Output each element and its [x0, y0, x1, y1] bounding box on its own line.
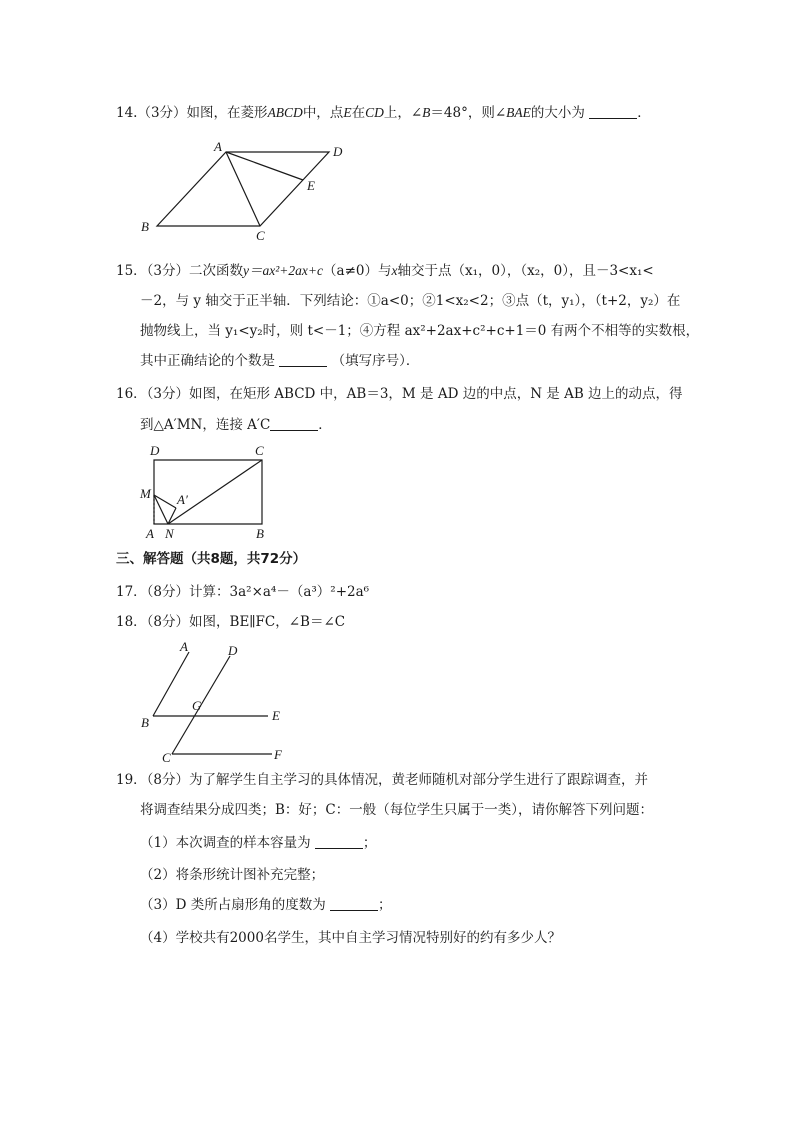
label-b: B — [141, 715, 149, 730]
label-a: A — [214, 139, 222, 154]
label-n: N — [165, 526, 174, 541]
label-a: A — [180, 639, 188, 654]
q19-sub-2: （2）将条形统计图补充完整； — [140, 867, 325, 883]
q19-sub-1: （1）本次调查的样本容量为 ； — [140, 835, 377, 851]
q18-text: 18．（8分）如图，BE∥FC，∠B＝∠C — [116, 614, 346, 630]
label-f: F — [274, 747, 282, 762]
answer-blank-q19-1[interactable] — [315, 834, 363, 849]
section-3-heading: 三、解答题（共8题，共72分） — [116, 551, 307, 567]
label-c: C — [256, 228, 265, 243]
label-e: E — [272, 708, 280, 723]
label-m: M — [140, 486, 151, 501]
label-d: D — [333, 144, 343, 159]
q19-sub-3: （3）D 类所占扇形角的度数为 ； — [140, 897, 392, 913]
label-e: E — [307, 178, 315, 193]
ray-ba — [153, 652, 189, 716]
q19-line-1: 19．（8分）为了解学生自主学习的具体情况，黄老师随机对部分学生进行了跟踪调查，并 — [116, 772, 649, 788]
label-a: A — [146, 526, 154, 541]
label-b: B — [256, 526, 264, 541]
q14-text: 14.（3分）如图，在菱形ABCD中，点E在CD上，∠B＝48°，则∠BAE的大小为 ． — [116, 105, 651, 121]
q15-line-1: 15．（3分）二次函数y＝ax²+2ax+c（a≠0）与x轴交于点（x₁，0），（x₂，0），且－3<x₁< — [116, 263, 654, 279]
label-c: C — [255, 443, 264, 458]
answer-blank-q19-3[interactable] — [330, 896, 378, 911]
q16-line-2: 到△A′MN，连接 A′C ． — [140, 417, 332, 433]
q17-text: 17．（8分）计算：3a²×a⁴－（a³）²+2a⁶ — [116, 584, 370, 600]
q15-line-3: 抛物线上，当 y₁<y₂时，则 t<－1；④方程 ax²+2ax+c²+c+1＝0 有两个不相等的实数根， — [140, 323, 700, 339]
label-g: G — [192, 698, 202, 713]
label-b: B — [141, 219, 149, 234]
q19-line-2: 将调查结果分成四类；B：好；C：一般（每位学生只属于一类），请你解答下列问题： — [140, 802, 653, 818]
q19-sub-4: （4）学校共有2000名学生，其中自主学习情况特别好的约有多少人？ — [140, 930, 561, 946]
label-d: D — [228, 643, 238, 658]
label-a-prime: A′ — [177, 492, 188, 507]
label-c: C — [162, 750, 171, 765]
q15-line-4: 其中正确结论的个数是 （填写序号）． — [140, 353, 420, 369]
q16-line-1: 16．（3分）如图，在矩形 ABCD 中，AB＝3，M 是 AD 边的中点，N 是 AB 边上的动点，得 — [116, 386, 683, 402]
label-d: D — [150, 443, 160, 458]
q15-line-2: －2，与 y 轴交于正半轴．下列结论：①a<0；②1<x₂<2；③点（t，y₁），（t+2，y₂）在 — [140, 293, 681, 309]
